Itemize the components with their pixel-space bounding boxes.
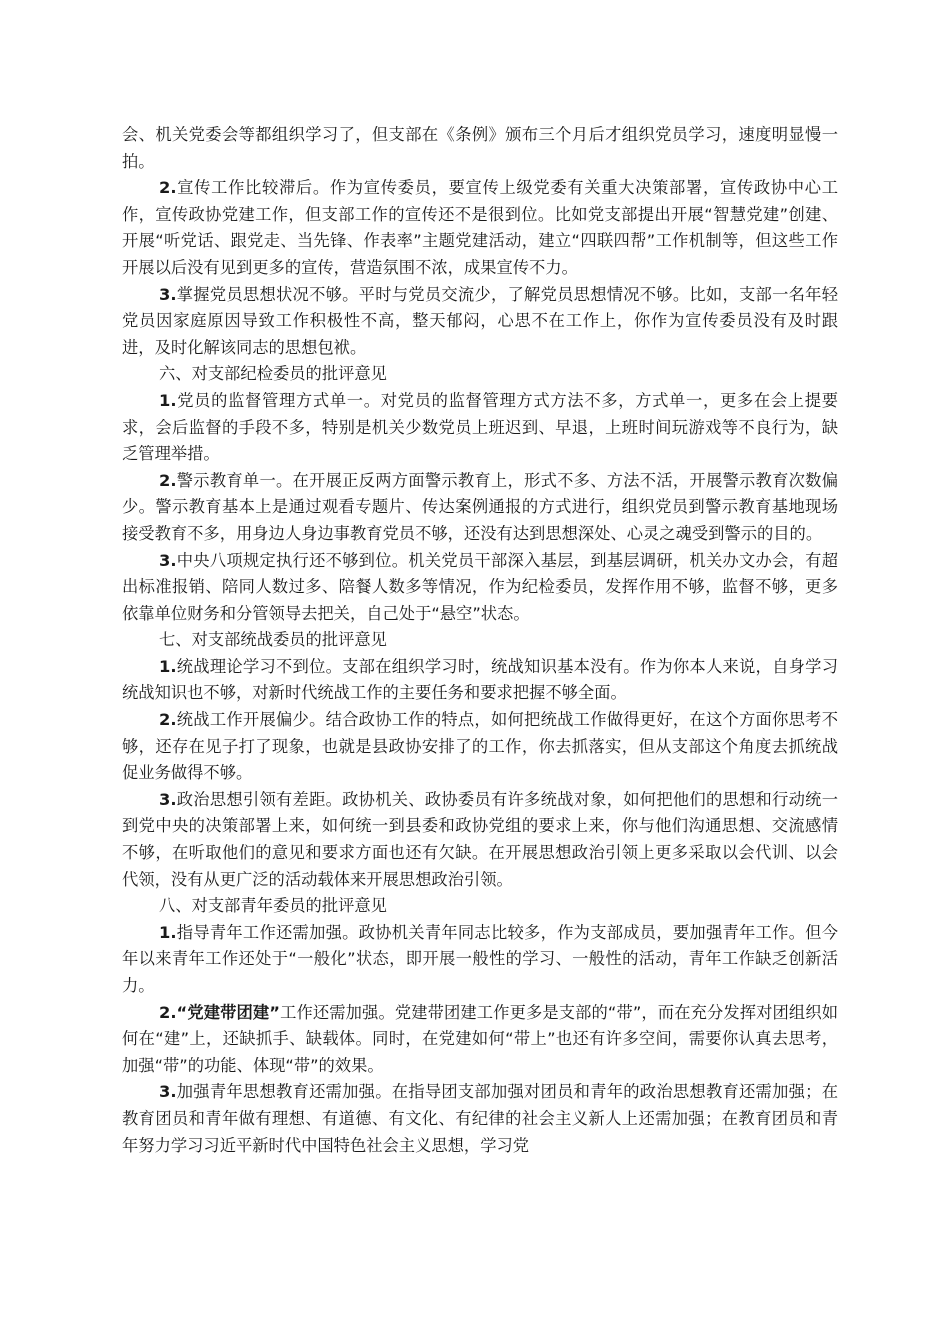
paragraph-item: [122, 1079, 838, 1159]
paragraph-item: [122, 1000, 838, 1080]
paragraph-text: 会、机关党委会等都组织学习了，但支部在《条例》颁布三个月后才组织党员学习，速度明显慢一拍。: [122, 125, 838, 171]
paragraph-text: 指导青年工作还需加强。政协机关青年同志比较多，作为支部成员，要加强青年工作。但今年以来青年工作还处于“一般化”状态，即开展一般性的学习、一般性的活动，青年工作缺乏创新活力。: [122, 922, 838, 995]
paragraph-item: [122, 388, 838, 468]
item-number: 2.: [159, 470, 177, 490]
paragraph-text: 党员的监督管理方式单一。对党员的监督管理方式方法不多，方式单一，更多在会上提要求，会后监督的手段不多，特别是机关少数党员上班迟到、早退，上班时间玩游戏等不良行为，缺乏管理举措。: [122, 390, 838, 464]
paragraph-text: 宣传工作比较滞后。作为宣传委员，要宣传上级党委有关重大决策部署，宣传政协中心工作，宣传政协党建工作，但支部工作的宣传还不是很到位。比如党支部提出开展“智慧党建”创建、开展“听党话、跟党走、当先锋、作表率”主题党建活动，建立“四联四帮”工作机制等，但这些工作开展以后没有见到更多的宣传，营造氛围不浓，成果宣传不力。: [122, 178, 838, 277]
paragraph-item: [122, 548, 838, 628]
paragraph-item: [122, 787, 838, 893]
paragraph-text: 统战工作开展偏少。结合政协工作的特点，如何把统战工作做得更好，在这个方面你思考不够，还存在见子打了现象，也就是县政协安排了的工作，你去抓落实，但从支部这个角度去抓统战促业务做得不够。: [122, 710, 838, 783]
paragraph-continuation: [122, 122, 838, 175]
item-number: 1.: [159, 656, 177, 676]
paragraph-text: 中央八项规定执行还不够到位。机关党员干部深入基层，到基层调研，机关办文办会，有超出标准报销、陪同人数过多、陪餐人数多等情况，作为纪检委员，发挥作用不够，监督不够，更多依靠单位财务和分管领导去把关，自己处于“悬空”状态。: [122, 550, 838, 623]
section-heading: 六、对支部纪检委员的批评意见: [159, 364, 387, 384]
paragraph-text: 掌握党员思想状况不够。平时与党员交流少，了解党员思想情况不够。比如，支部一名年轻党员因家庭原因导致工作积极性不高，整天郁闷，心思不在工作上，你作为宣传委员没有及时跟进，及时化解该同志的思想包袱。: [122, 284, 838, 357]
paragraph-item: [122, 468, 838, 548]
item-number: 2.“党建带团建”: [159, 1002, 280, 1022]
paragraph-text: 加强青年思想教育还需加强。在指导团支部加强对团员和青年的政治思想教育还需加强；在教育团员和青年做有理想、有道德、有文化、有纪律的社会主义新人上还需加强；在教育团员和青年努力学习习近平新时代中国特色社会主义思想，学习党: [122, 1082, 838, 1155]
section-heading: 八、对支部青年委员的批评意见: [159, 896, 387, 916]
item-number: 2.: [159, 710, 177, 730]
section-heading: 七、对支部统战委员的批评意见: [159, 630, 387, 650]
paragraph-text: 统战理论学习不到位。支部在组织学习时，统战知识基本没有。作为你本人来说，自身学习统战知识也不够，对新时代统战工作的主要任务和要求把握不够全面。: [122, 656, 838, 703]
item-number: 3.: [159, 284, 177, 304]
paragraph-item: [122, 920, 838, 1000]
item-number: 3.: [159, 1082, 177, 1102]
paragraph-item: [122, 707, 838, 787]
document-page: [122, 122, 838, 1159]
paragraph-item: [122, 282, 838, 362]
paragraph-item: [122, 654, 838, 707]
item-number: 1.: [159, 922, 177, 942]
paragraph-item: [122, 175, 838, 281]
paragraph-text: 工作还需加强。党建带团建工作更多是支部的“带”，而在充分发挥对团组织如何在“建”上，还缺抓手、缺载体。同时，在党建如何“带上”也还有许多空间，需要你认真去思考，加强“带”的功能、体现“带”的效果。: [122, 1002, 838, 1075]
item-number: 1.: [159, 390, 177, 410]
paragraph-text: 政治思想引领有差距。政协机关、政协委员有许多统战对象，如何把他们的思想和行动统一到党中央的决策部署上来，如何统一到县委和政协党组的要求上来，你与他们沟通思想、交流感情不够，在听取他们的意见和要求方面也还有欠缺。在开展思想政治引领上更多采取以会代训、以会代领，没有从更广泛的活动载体来开展思想政治引领。: [122, 789, 838, 889]
item-number: 2.: [159, 178, 177, 198]
item-number: 3.: [159, 550, 177, 570]
item-number: 3.: [159, 789, 177, 809]
paragraph-text: 警示教育单一。在开展正反两方面警示教育上，形式不多、方法不活，开展警示教育次数偏少。警示教育基本上是通过观看专题片、传达案例通报的方式进行，组织党员到警示教育基地现场接受教育不多，用身边人身边事教育党员不够，还没有达到思想深处、心灵之魂受到警示的目的。: [122, 470, 838, 543]
